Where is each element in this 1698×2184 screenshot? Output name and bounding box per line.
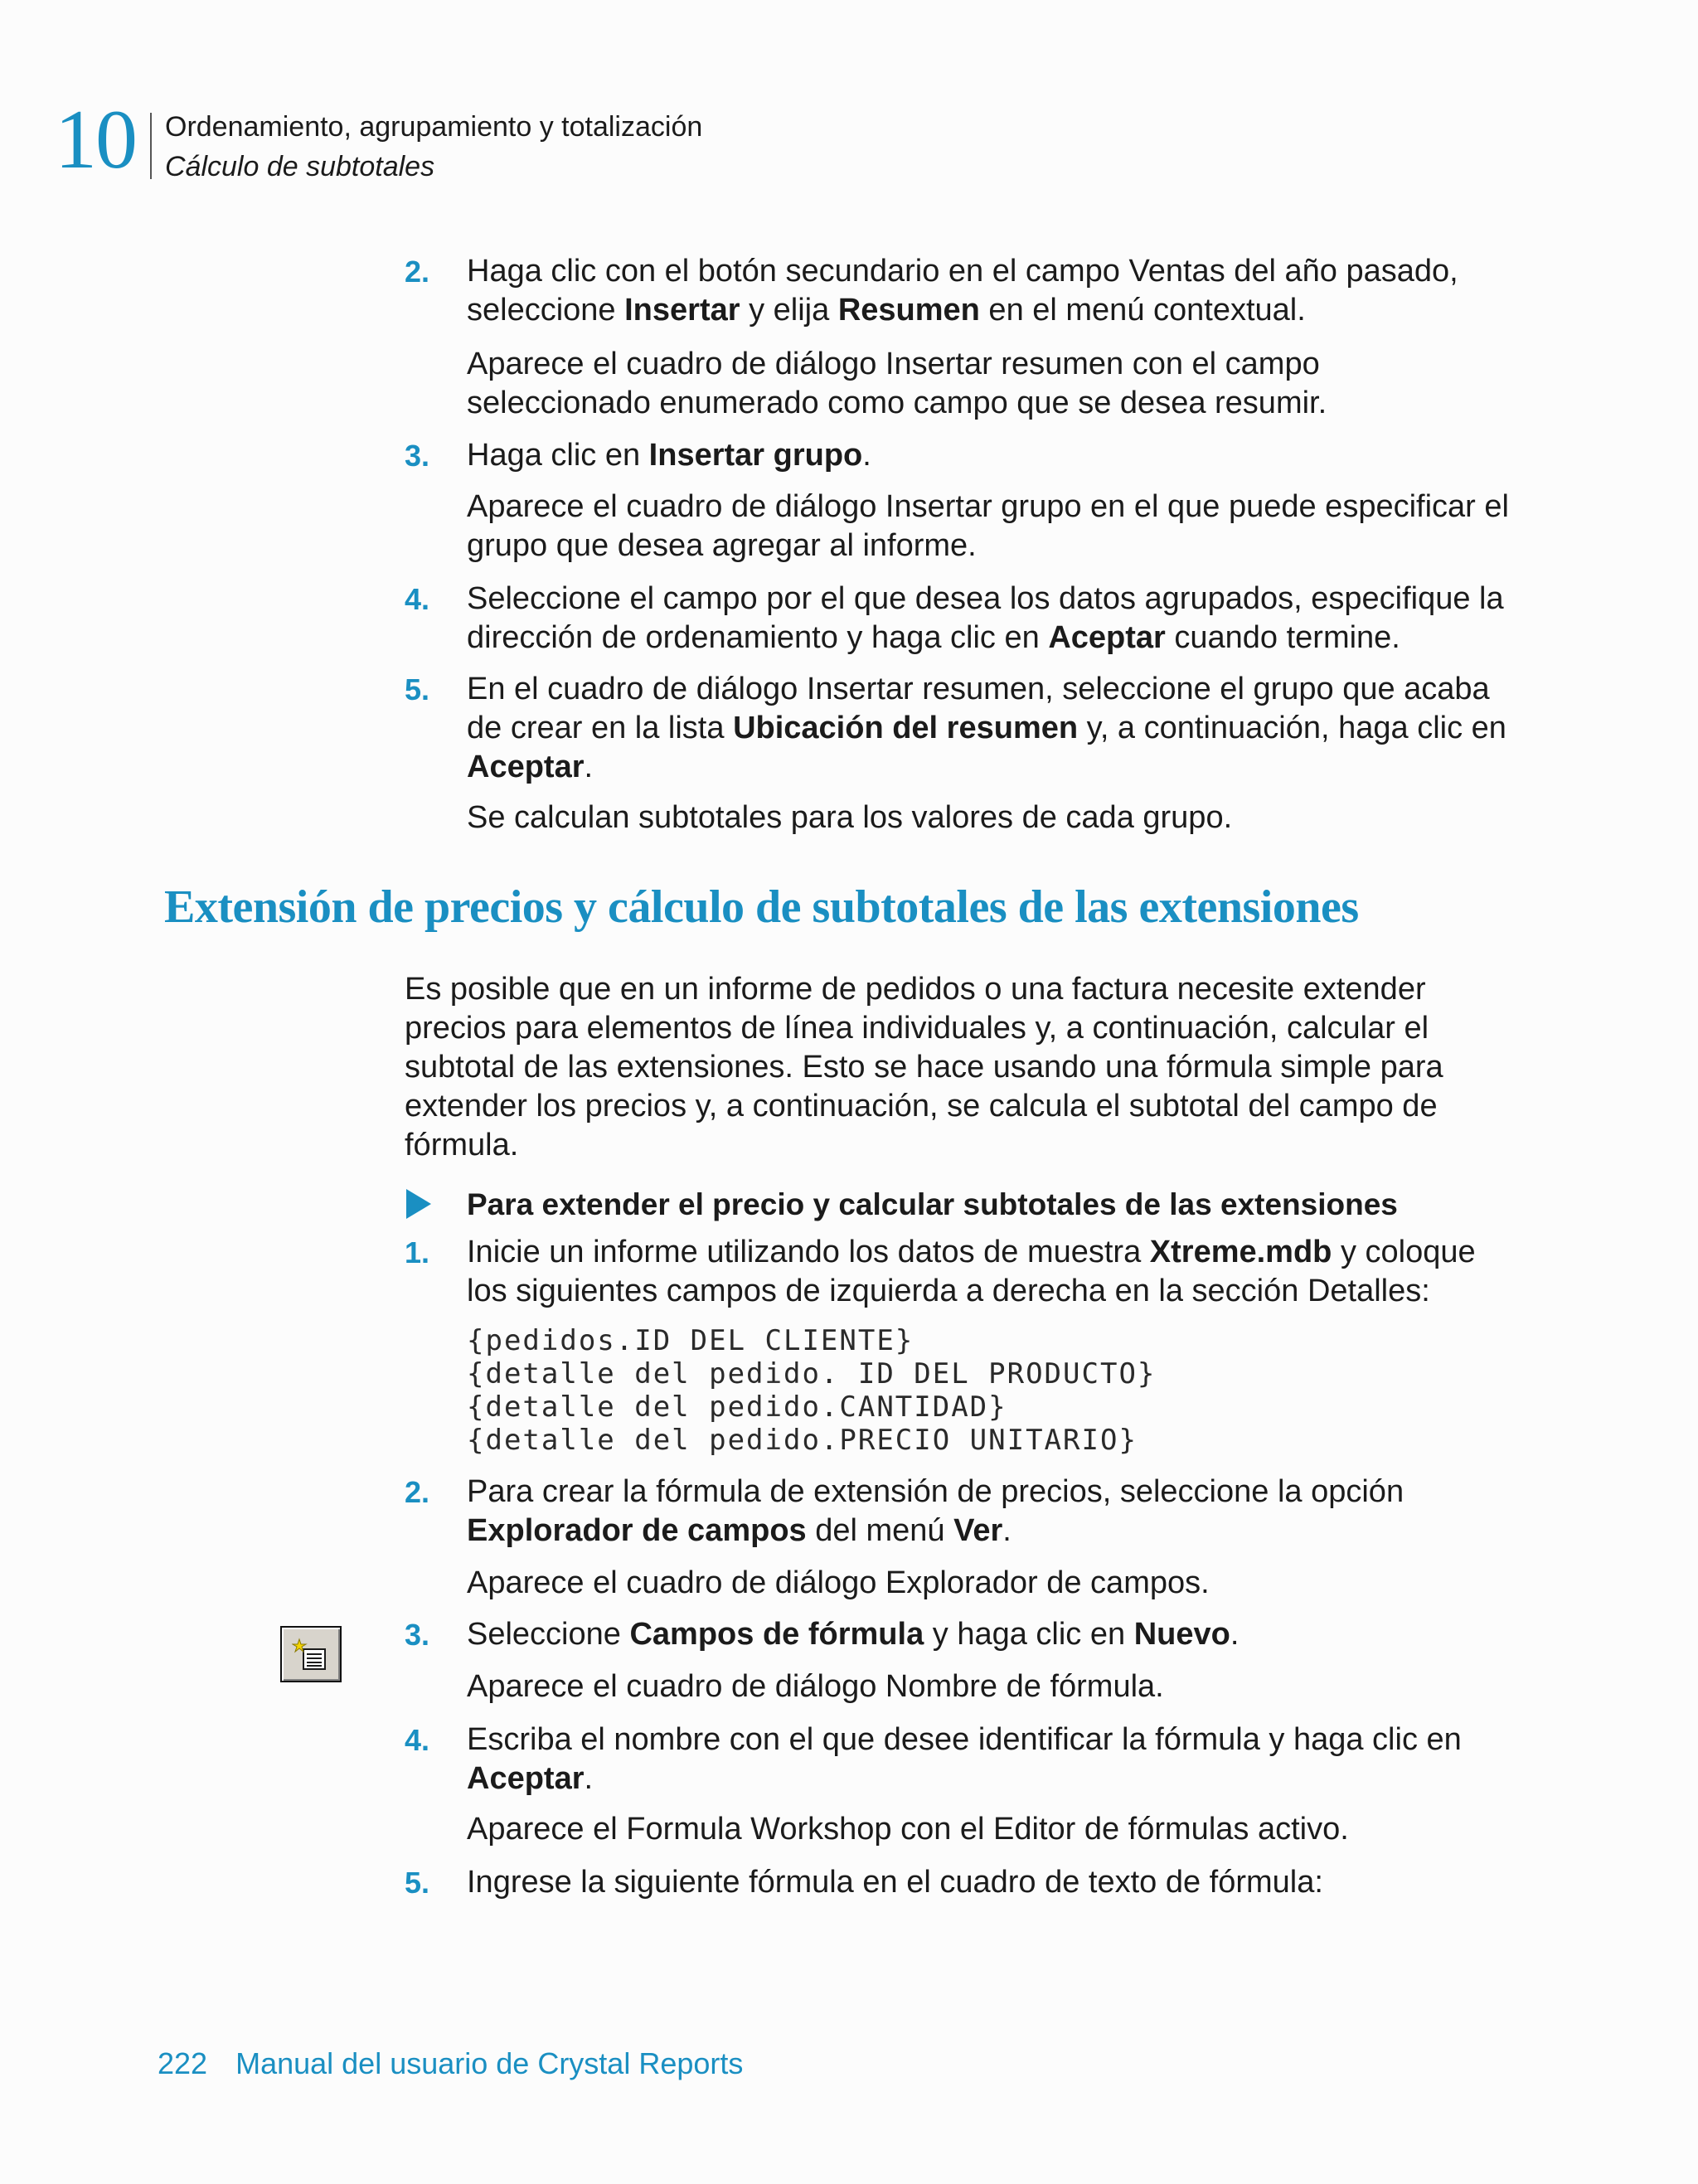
- step-text: Haga clic en Insertar grupo.: [467, 438, 871, 473]
- page-number: 222: [158, 2046, 208, 2080]
- step-text: Inicie un informe utilizando los datos de muestra Xtreme.mdb y coloque los siguientes campos de izquierda a derecha en la sección Detalles:: [467, 1235, 1476, 1308]
- section-heading: Extensión de precios y cálculo de subtotales de las extensiones: [164, 881, 1359, 933]
- step-result: Se calculan subtotales para los valores de cada grupo.: [467, 800, 1233, 835]
- step-number: 2.: [405, 1475, 430, 1509]
- header-divider: [150, 113, 152, 179]
- step-text: Seleccione el campo por el que desea los datos agrupados, especifique la dirección de ordenamiento y haga clic en Aceptar cuando termine.: [467, 581, 1504, 655]
- code-block: [467, 1324, 1156, 1457]
- step-number: 5.: [405, 1866, 430, 1900]
- step-text: En el cuadro de diálogo Insertar resumen, seleccione el grupo que acaba de crear en la lista Ubicación del resumen y, a continuación, haga clic en Aceptar.: [467, 672, 1506, 784]
- new-formula-icon: [280, 1626, 342, 1682]
- step-number: 4.: [405, 1723, 430, 1757]
- code-line: {detalle del pedido.PRECIO UNITARIO}: [467, 1424, 1138, 1457]
- step-result: Aparece el cuadro de diálogo Explorador de campos.: [467, 1565, 1210, 1600]
- code-line: {detalle del pedido.CANTIDAD}: [467, 1390, 1007, 1424]
- step-result: Aparece el cuadro de diálogo Insertar resumen con el campo seleccionado enumerado como campo que se desea resumir.: [467, 347, 1327, 420]
- step-text: Seleccione Campos de fórmula y haga clic en Nuevo.: [467, 1617, 1240, 1652]
- section-intro: Es posible que en un informe de pedidos o una factura necesite extender precios para elementos de línea individuales y, a continuación, calcular el subtotal de las extensiones. Esto se hace usando una fórmula simple para extender los precios y, a continuación, se calcula el subtotal del campo de fórmula.: [405, 972, 1443, 1162]
- new-formula-glyph: [292, 1636, 330, 1674]
- step-number: 3.: [405, 1618, 430, 1652]
- step-result: Aparece el cuadro de diálogo Insertar grupo en el que puede especificar el grupo que desea agregar al informe.: [467, 489, 1509, 563]
- step-number: 2.: [405, 255, 430, 289]
- step-text: Ingrese la siguiente fórmula en el cuadro de texto de fórmula:: [467, 1865, 1323, 1900]
- procedure-title: Para extender el precio y calcular subtotales de las extensiones: [467, 1187, 1398, 1221]
- step-text: Haga clic con el botón secundario en el campo Ventas del año pasado, seleccione Insertar y elija Resumen en el menú contextual.: [467, 254, 1458, 328]
- procedure-arrow-icon: [406, 1189, 431, 1219]
- step-result: Aparece el Formula Workshop con el Editor de fórmulas activo.: [467, 1812, 1349, 1847]
- chapter-title: Ordenamiento, agrupamiento y totalización: [165, 111, 703, 143]
- book-title: Manual del usuario de Crystal Reports: [235, 2046, 744, 2080]
- step-number: 1.: [405, 1235, 430, 1269]
- code-line: {pedidos.ID DEL CLIENTE}: [467, 1324, 914, 1357]
- code-line: {detalle del pedido. ID DEL PRODUCTO}: [467, 1357, 1157, 1390]
- step-text: Para crear la fórmula de extensión de precios, seleccione la opción Explorador de campos del menú Ver.: [467, 1474, 1404, 1548]
- step-number: 3.: [405, 439, 430, 473]
- section-subtitle: Cálculo de subtotales: [165, 151, 435, 182]
- chapter-number: 10: [55, 93, 136, 187]
- step-number: 4.: [405, 582, 430, 616]
- step-result: Aparece el cuadro de diálogo Nombre de fórmula.: [467, 1669, 1164, 1704]
- step-number: 5.: [405, 672, 430, 706]
- page-footer: [158, 2046, 743, 2081]
- step-text: Escriba el nombre con el que desee identificar la fórmula y haga clic en Aceptar.: [467, 1722, 1462, 1796]
